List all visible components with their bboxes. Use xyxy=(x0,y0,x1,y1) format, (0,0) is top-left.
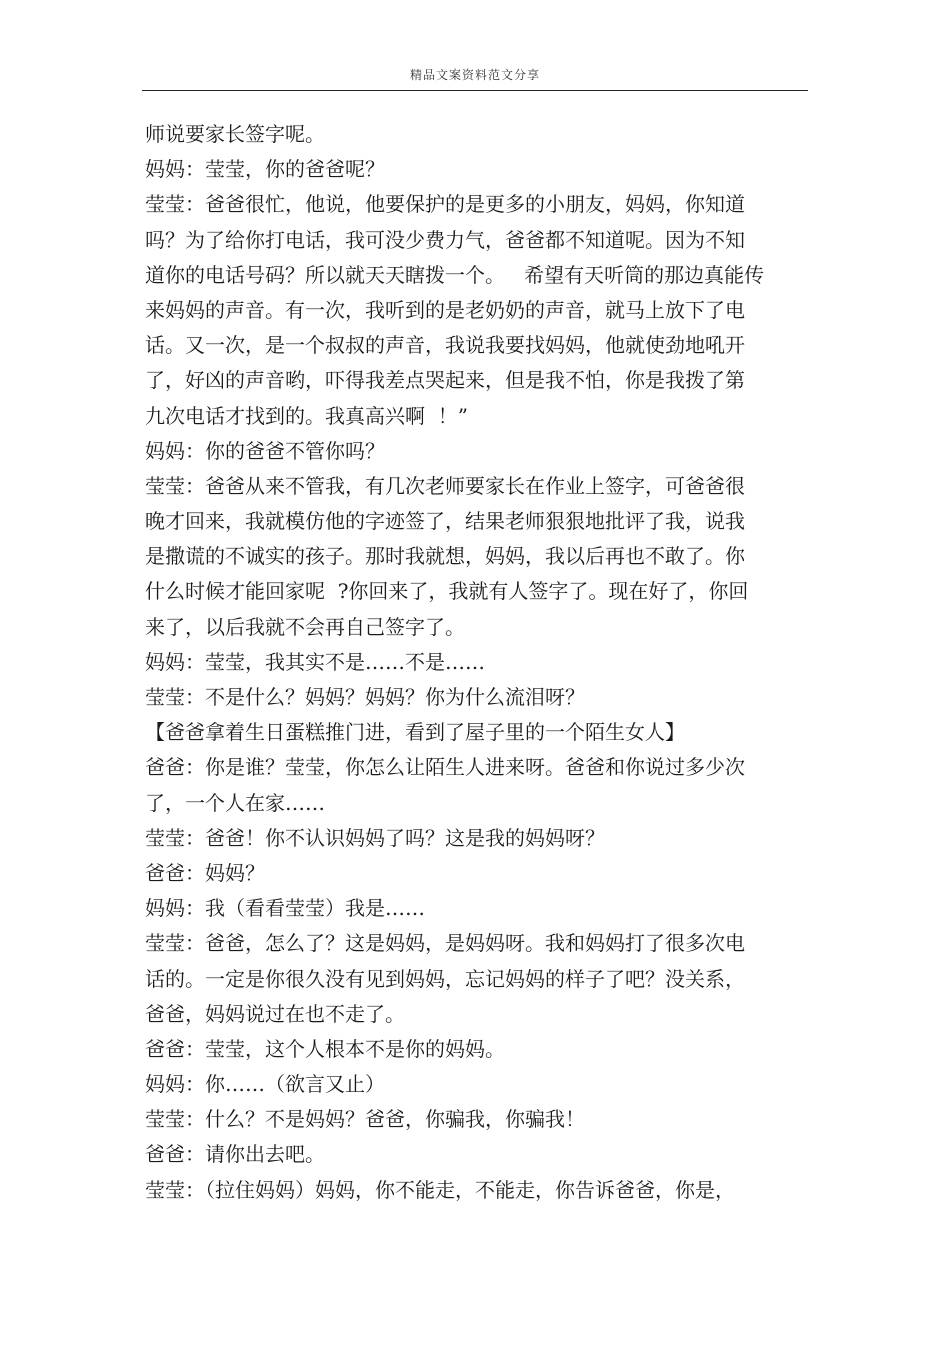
text-line: 莹莹：爸爸！你不认识妈妈了吗？这是我的妈妈呀？ xyxy=(145,825,605,850)
text-line: 来妈妈的声音。有一次，我听到的是老奶奶的声音，就马上放下了电 xyxy=(145,297,745,322)
text-line: 莹莹：爸爸从来不管我，有几次老师要家长在作业上签字，可爸爸很 xyxy=(145,473,745,498)
text-line: 妈妈：莹莹，我其实不是……不是…… xyxy=(145,649,485,674)
document-body xyxy=(145,117,785,1208)
text-line: 晚才回来，我就模仿他的字迹签了，结果老师狠狠地批评了我，说我 xyxy=(145,509,745,534)
text-line: 莹莹：（拉住妈妈）妈妈，你不能走，不能走，你告诉爸爸，你是， xyxy=(145,1177,735,1202)
text-line: 道你的电话号码？所以就天天瞎拨一个。 希望有天听筒的那边真能传 xyxy=(145,262,765,287)
text-line: 爸爸，妈妈说过在也不走了。 xyxy=(145,1001,405,1026)
text-line: 爸爸：妈妈？ xyxy=(145,860,265,885)
text-line: 莹莹：什么？不是妈妈？爸爸，你骗我，你骗我！ xyxy=(145,1107,585,1132)
text-line: 爸爸：请你出去吧。 xyxy=(145,1142,325,1167)
header-divider xyxy=(142,90,808,91)
text-line: 了，一个人在家…… xyxy=(145,790,325,815)
text-line: 妈妈：你……（欲言又止） xyxy=(145,1072,385,1097)
text-line: 莹莹：不是什么？妈妈？妈妈？你为什么流泪呀？ xyxy=(145,685,585,709)
text-line: 【爸爸拿着生日蛋糕推门进，看到了屋子里的一个陌生女人】 xyxy=(145,720,685,745)
text-line: 妈妈：你的爸爸不管你吗？ xyxy=(145,438,385,463)
text-line: 来了，以后我就不会再自己签字了。 xyxy=(145,614,465,639)
text-line: 莹莹：爸爸，怎么了？这是妈妈，是妈妈呀。我和妈妈打了很多次电 xyxy=(145,931,745,956)
text-line: 爸爸：你是谁？莹莹，你怎么让陌生人进来呀。爸爸和你说过多少次 xyxy=(145,755,745,780)
text-line: 爸爸：莹莹，这个人根本不是你的妈妈。 xyxy=(145,1036,505,1061)
text-line: 是撒谎的不诚实的孩子。那时我就想，妈妈，我以后再也不敢了。你 xyxy=(145,544,745,569)
text-line: 九次电话才找到的。我真高兴啊 ！” xyxy=(145,403,468,428)
text-line: 师说要家长签字呢。 xyxy=(145,122,325,146)
text-line: 了，好凶的声音哟，吓得我差点哭起来，但是我不怕，你是我拨了第 xyxy=(145,368,745,393)
text-line: 妈妈：我（看看莹莹）我是…… xyxy=(145,896,425,921)
text-line: 吗？为了给你打电话，我可没少费力气，爸爸都不知道呢。因为不知 xyxy=(145,227,745,252)
text-line: 话的。一定是你很久没有见到妈妈，忘记妈妈的样子了吧？没关系， xyxy=(145,966,745,991)
page-header: 精品文案资料范文分享 xyxy=(409,68,540,82)
text-line: 什么时候才能回家呢 ?你回来了，我就有人签字了。现在好了，你回 xyxy=(145,579,749,604)
text-line: 妈妈：莹莹，你的爸爸呢？ xyxy=(145,157,385,182)
text-line: 话。又一次，是一个叔叔的声音，我说我要找妈妈，他就使劲地吼开 xyxy=(145,333,745,358)
text-line: 莹莹：爸爸很忙，他说，他要保护的是更多的小朋友，妈妈，你知道 xyxy=(145,192,745,217)
